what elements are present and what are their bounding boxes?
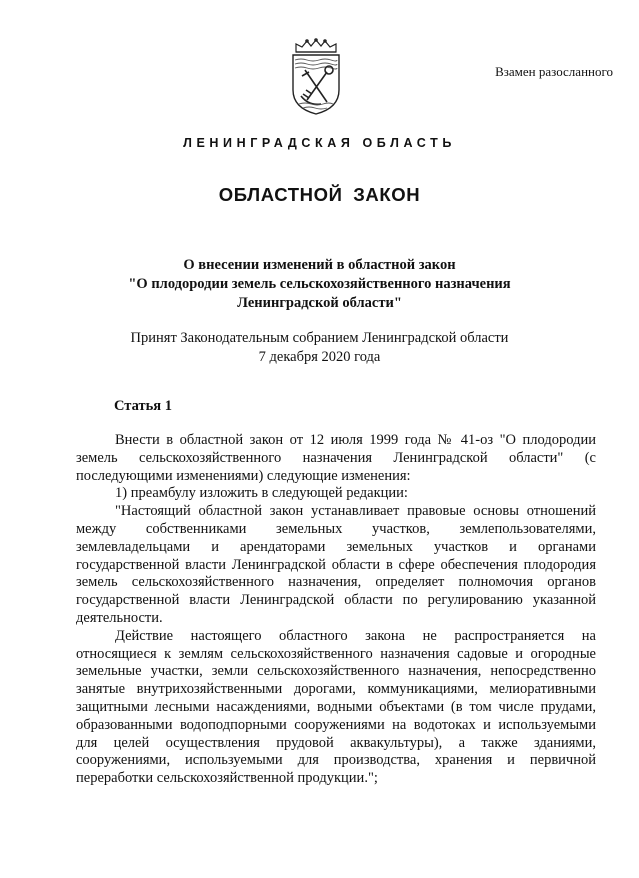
replacement-note: Взамен разосланного: [495, 64, 613, 79]
law-title-line: "О плодородии земель сельскохозяйственного назначения: [128, 276, 511, 292]
law-title-line: О внесении изменений в областной закон: [183, 257, 456, 273]
article-heading: Статья 1: [114, 398, 172, 414]
leningrad-oblast-coat-of-arms-icon: [287, 38, 345, 116]
document-type-heading: ОБЛАСТНОЙ ЗАКОН: [218, 184, 421, 205]
body-paragraph: Внести в областной закон от 12 июля 1999 года № 41-оз "О плодородии земель сельскохозяйственного назначения Ленинградской области" (с последующими изменениями) следующие изменения:: [76, 432, 596, 484]
body-paragraph: "Настоящий областной закон устанавливает правовые основы отношений между собственниками земельных участков, землепользователями, землевладельцами и арендаторами земельных участков и органами государственной власти Ленинградской области в сфере обеспечения плодородия земель сельскохозяйственного назначения, определяет полномочия органов государственной власти Ленинградской области по регулированию указанной деятельности.: [76, 503, 596, 626]
law-title: [0, 256, 639, 313]
adoption-line: Принят Законодательным собранием Ленинградской области: [130, 330, 509, 346]
region-heading: ЛЕНИНГРАДСКАЯ ОБЛАСТЬ: [183, 136, 456, 150]
article-body: [76, 432, 596, 788]
body-paragraph: 1) преамбулу изложить в следующей редакции:: [115, 485, 408, 502]
law-title-line: Ленинградской области": [237, 295, 402, 311]
adoption-statement: [0, 329, 639, 367]
adoption-date: 7 декабря 2020 года: [258, 349, 381, 365]
body-paragraph: Действие настоящего областного закона не распространяется на относящиеся к землям сельскохозяйственного назначения садовые и огородные земельные участки, земли сельскохозяйственного назначения, непосредственно занятые внутрихозяйственными дорогами, коммуникациями, мелиоративными защитными лесными насаждениями, водными объектами (в том числе прудами, образованными водоподпорными сооружениями на водотоках и используемыми для целей осуществления прудовой аквакультуры), а также зданиями, сооружениями, используемыми для производства, хранения и первичной переработки сельскохозяйственной продукции.";: [76, 627, 596, 787]
